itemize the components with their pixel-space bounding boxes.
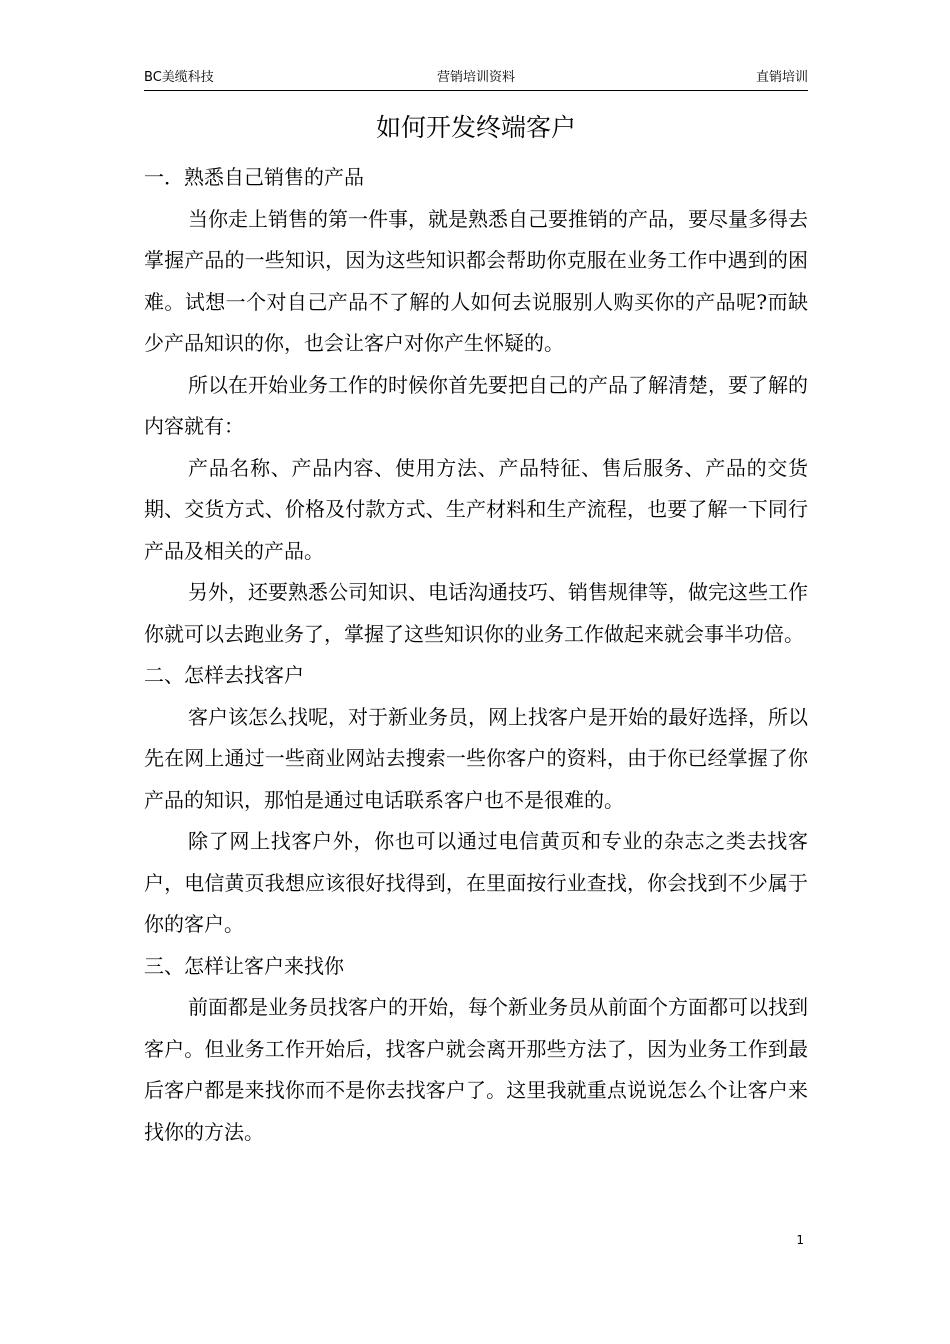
section-heading-2: 二、怎样去找客户 [144, 663, 304, 687]
document-title: 如何开发终端客户 [375, 113, 576, 142]
paragraph: 另外，还要熟悉公司知识、电话沟通技巧、销售规律等，做完这些工作你就可以去跑业务了，掌握了这些知识你的业务工作做起来就会事半功倍。 [144, 580, 808, 646]
section-heading-1: 一．熟悉自己销售的产品 [144, 165, 364, 189]
header-doc-type: 营销培训资料 [436, 70, 515, 85]
page-number: 1 [796, 1233, 804, 1247]
paragraph: 产品名称、产品内容、使用方法、产品特征、售后服务、产品的交货期、交货方式、价格及付款方式、生产材料和生产流程，也要了解一下同行产品及相关的产品。 [144, 455, 808, 563]
paragraph: 当你走上销售的第一件事，就是熟悉自己要推销的产品，要尽量多得去掌握产品的一些知识，因为这些知识都会帮助你克服在业务工作中遇到的困难。试想一个对自己产品不了解的人如何去说服别人购买你的产品呢?而缺少产品知识的你，也会让客户对你产生怀疑的。 [144, 206, 808, 355]
paragraph: 除了网上找客户外，你也可以通过电信黄页和专业的杂志之类去找客户，电信黄页我想应该很好找得到，在里面按行业查找，你会找到不少属于你的客户。 [144, 829, 808, 936]
paragraph: 前面都是业务员找客户的开始，每个新业务员从前面个方面都可以找到客户。但业务工作开始后，找客户就会离开那些方法了，因为业务工作到最后客户都是来找你而不是你去找客户了。这里我就重点说说怎么个让客户来找你的方法。 [144, 995, 808, 1144]
document-body [144, 157, 808, 1153]
paragraph: 客户该怎么找呢，对于新业务员，网上找客户是开始的最好选择，所以先在网上通过一些商业网站去搜索一些你客户的资料，由于你已经掌握了你产品的知识，那怕是通过电话联系客户也不是很难的。 [144, 704, 808, 812]
header-category: 直销培训 [755, 70, 808, 85]
section-heading-3: 三、怎样让客户来找你 [144, 953, 344, 978]
header-company: BC美缆科技 [144, 70, 214, 85]
paragraph: 所以在开始业务工作的时候你首先要把自己的产品了解清楚，要了解的内容就有： [144, 372, 808, 438]
page-header [144, 68, 808, 91]
